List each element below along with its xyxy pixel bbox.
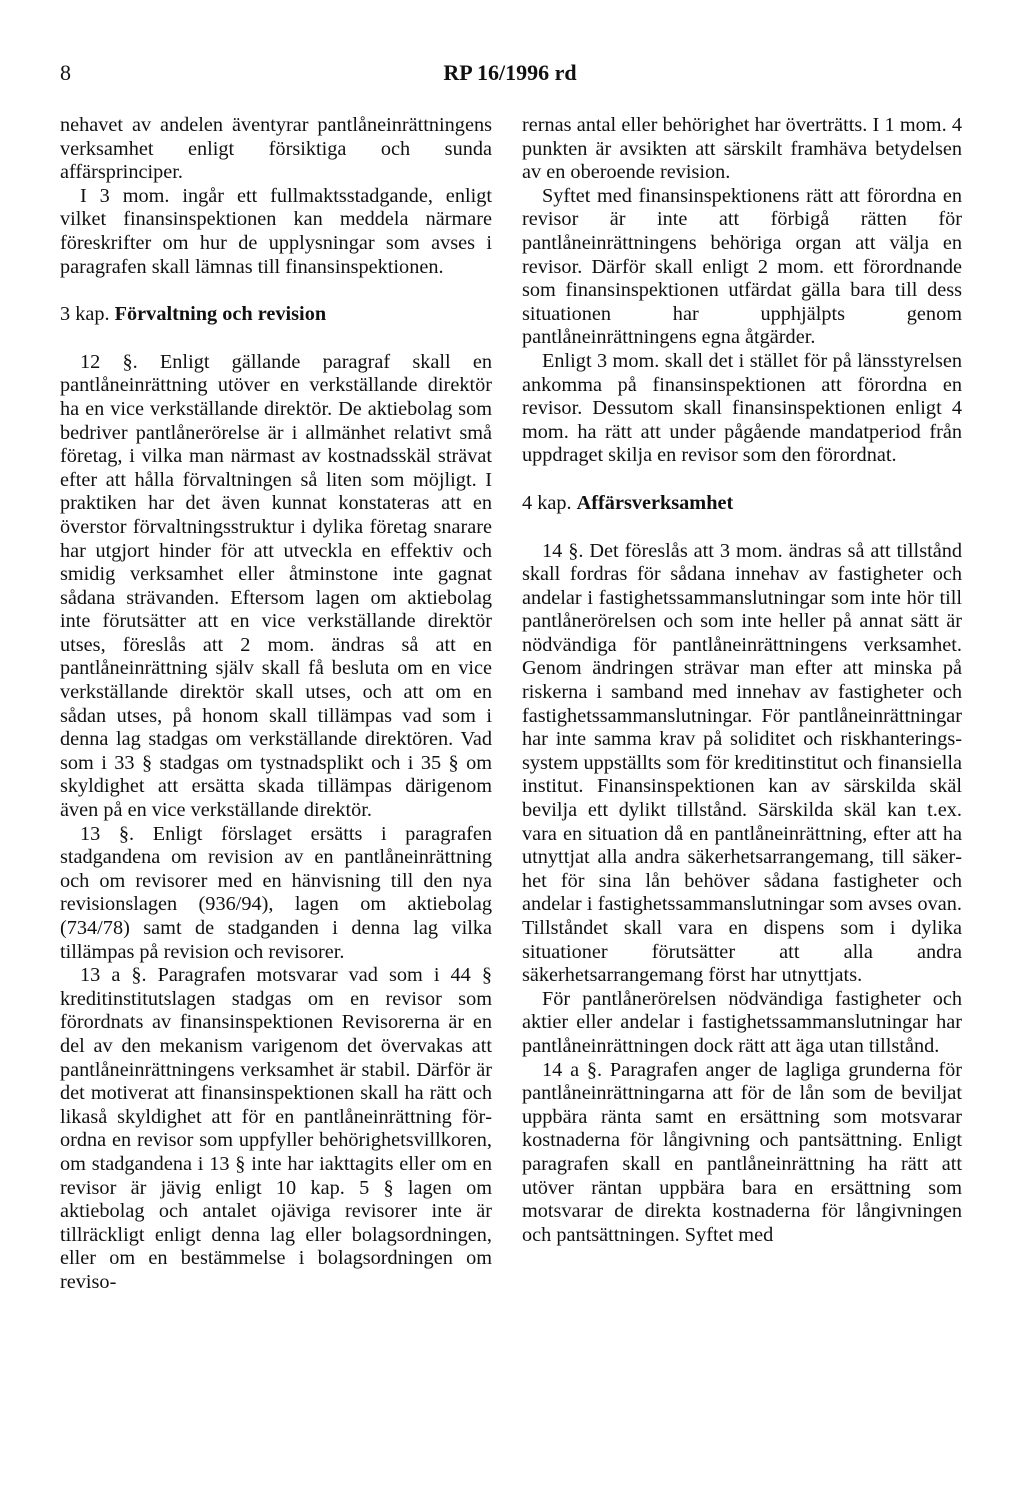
page-header [60, 60, 960, 90]
chapter-title: Affärsverksamhet [576, 491, 734, 514]
paragraph: 14 a §. Paragrafen anger de lagliga grunderna för pantlåneinrättningarna att för de lån som de beviljat uppbära ränta samt en ersättning som motsvarar kostnaderna för långivning och pantsättning. Enligt paragrafen skall en pantlåneinrättning ha rätt att utöver räntan uppbära bara en ersättning som motsvarar de direkta kostnaderna för långivningen och pantsättningen. Syftet med [522, 1058, 962, 1246]
left-column [60, 114, 492, 1295]
chapter-heading [522, 492, 962, 516]
paragraph: 13 §. Enligt förslaget ersätts i paragrafen stadgandena om revision av en pantlåneinrättning och om revisorer med en hänvisning till den nya revisionslagen (936/94), lagen om aktiebolag (734/78) samt de stadganden i denna lag vilka tillämpas på revision och revisorer. [60, 822, 492, 963]
page-number: 8 [60, 60, 71, 85]
chapter-number: 3 kap. [60, 303, 110, 326]
paragraph: 14 §. Det föreslås att 3 mom. ändras så att tillstånd skall fordras för sådana innehav av fastigheter och andelar i fastighetssammanslutningar som inte hör till pantlånerörelsen och som inte heller på annat sätt är nödvändiga för pantlåneinrättningens verksamhet. Genom ändringen strävar man efter att minska på riskerna i samband med innehav av fastigheter och fastighetssammanslutningar. För pantlåneinrättningar har inte samma krav på soliditet och riskhanteringssystem uppställts som för kreditinstitut och finansiella institut. Finansinspektionen kan av särskilda skäl bevilja ett dylikt tillstånd. Särskilda skäl kan t.ex. vara en situation då en pantlåneinrättning, efter att ha utnyttjat alla andra säkerhetsarrangemang, till säkerhet för sina lån behöver sådana fastigheter och andelar i fastighetssammanslutningar som avses ovan. Tillståndet skall vara en dispens som i dylika situationer förutsätter att alla andra säkerhetsarrangemang först har utnyttjats. [522, 539, 962, 987]
paragraph: Syftet med finansinspektionens rätt att förordna en revisor är inte att förbigå rätten för pantlåneinrättningens behöriga organ att välja en revisor. Därför skall enligt 2 mom. ett förordnande som finansinspektionen utfärdat gälla bara till dess situationen har upphjälpts genom pantlåneinrättningens egna åtgärder. [522, 184, 962, 349]
chapter-number: 4 kap. [522, 491, 572, 514]
paragraph: 12 §. Enligt gällande paragraf skall en pantlåneinrättning utöver en verkställande direktör ha en vice verkställande direktör. De aktiebolag som bedriver pantlånerörelse är i allmänhet relativt små företag, i vilka man närmast av kostnadsskäl strävat efter att hålla förvaltningen så liten som möjligt. I praktiken har det även kunnat konstateras att en överstor förvaltningsstruktur i dylika företag snarare har utgjort hinder för att utveckla en effektiv och smidig verksamhet eller åtminstone inte gagnat sådana strävanden. Eftersom lagen om aktiebolag inte förutsätter att en vice verkställande direktör utses, föreslås att 2 mom. ändras så att en pantlåneinrättning själv skall få besluta om en vice verkställande direktör skall utses, och att om en sådan utses, på honom skall tillämpas vad som i denna lag stadgas om verkställande direktören. Vad som i 33 § stadgas om tystnadsplikt och i 35 § om skyldighet att ersätta skada tillämpas därigenom även på en vice verkställande direktör. [60, 350, 492, 822]
chapter-title: Förvaltning och revision [114, 303, 327, 326]
paragraph: rernas antal eller behörighet har överträtts. I 1 mom. 4 punkten är avsikten att särskilt framhäva betydelsen av en oberoende revision. [522, 114, 962, 184]
right-column [522, 114, 962, 1247]
paragraph: nehavet av andelen äventyrar pantlåneinrättningens verksamhet enligt försiktiga och sunda affärsprinciper. [60, 114, 492, 184]
chapter-heading [60, 303, 492, 327]
paragraph: 13 a §. Paragrafen motsvarar vad som i 44 § kreditinstitutslagen stadgas om en revisor som förordnats av finansinspektionen Revisorerna är en del av den mekanism varigenom det övervakas att pantlåneinrättningens verksamhet är stabil. Därför är det motiverat att finansinspektionen skall ha rätt och likaså skyldighet att för en pantlåneinrättning förordna en revisor som uppfyller behörighetsvillkoren, om stadgandena i 13 § inte har iakttagits eller om en revisor är jävig enligt 10 kap. 5 § lagen om aktiebolag och antalet ojäviga revisorer inte är tillräckligt enligt denna lag eller bolagsordningen, eller om en bestämmelse i bolagsordningen om reviso- [60, 964, 492, 1293]
paragraph: För pantlånerörelsen nödvändiga fastigheter och aktier eller andelar i fastighetssammanslutningar har pantlåneinrättningen dock rätt att äga utan tillstånd. [522, 987, 962, 1057]
paragraph: I 3 mom. ingår ett fullmaktsstadgande, enligt vilket finansinspektionen kan meddela närmare föreskrifter om hur de upplysningar som avses i paragrafen skall lämnas till finansinspektionen. [60, 184, 492, 278]
paragraph: Enligt 3 mom. skall det i stället för på länsstyrelsen ankomma på finansinspektionen att förordna en revisor. Dessutom skall finansinspektionen enligt 4 mom. ha rätt att under pågående mandatperiod från uppdraget skilja en revisor som den förordnat. [522, 349, 962, 467]
document-id: RP 16/1996 rd [443, 60, 577, 85]
